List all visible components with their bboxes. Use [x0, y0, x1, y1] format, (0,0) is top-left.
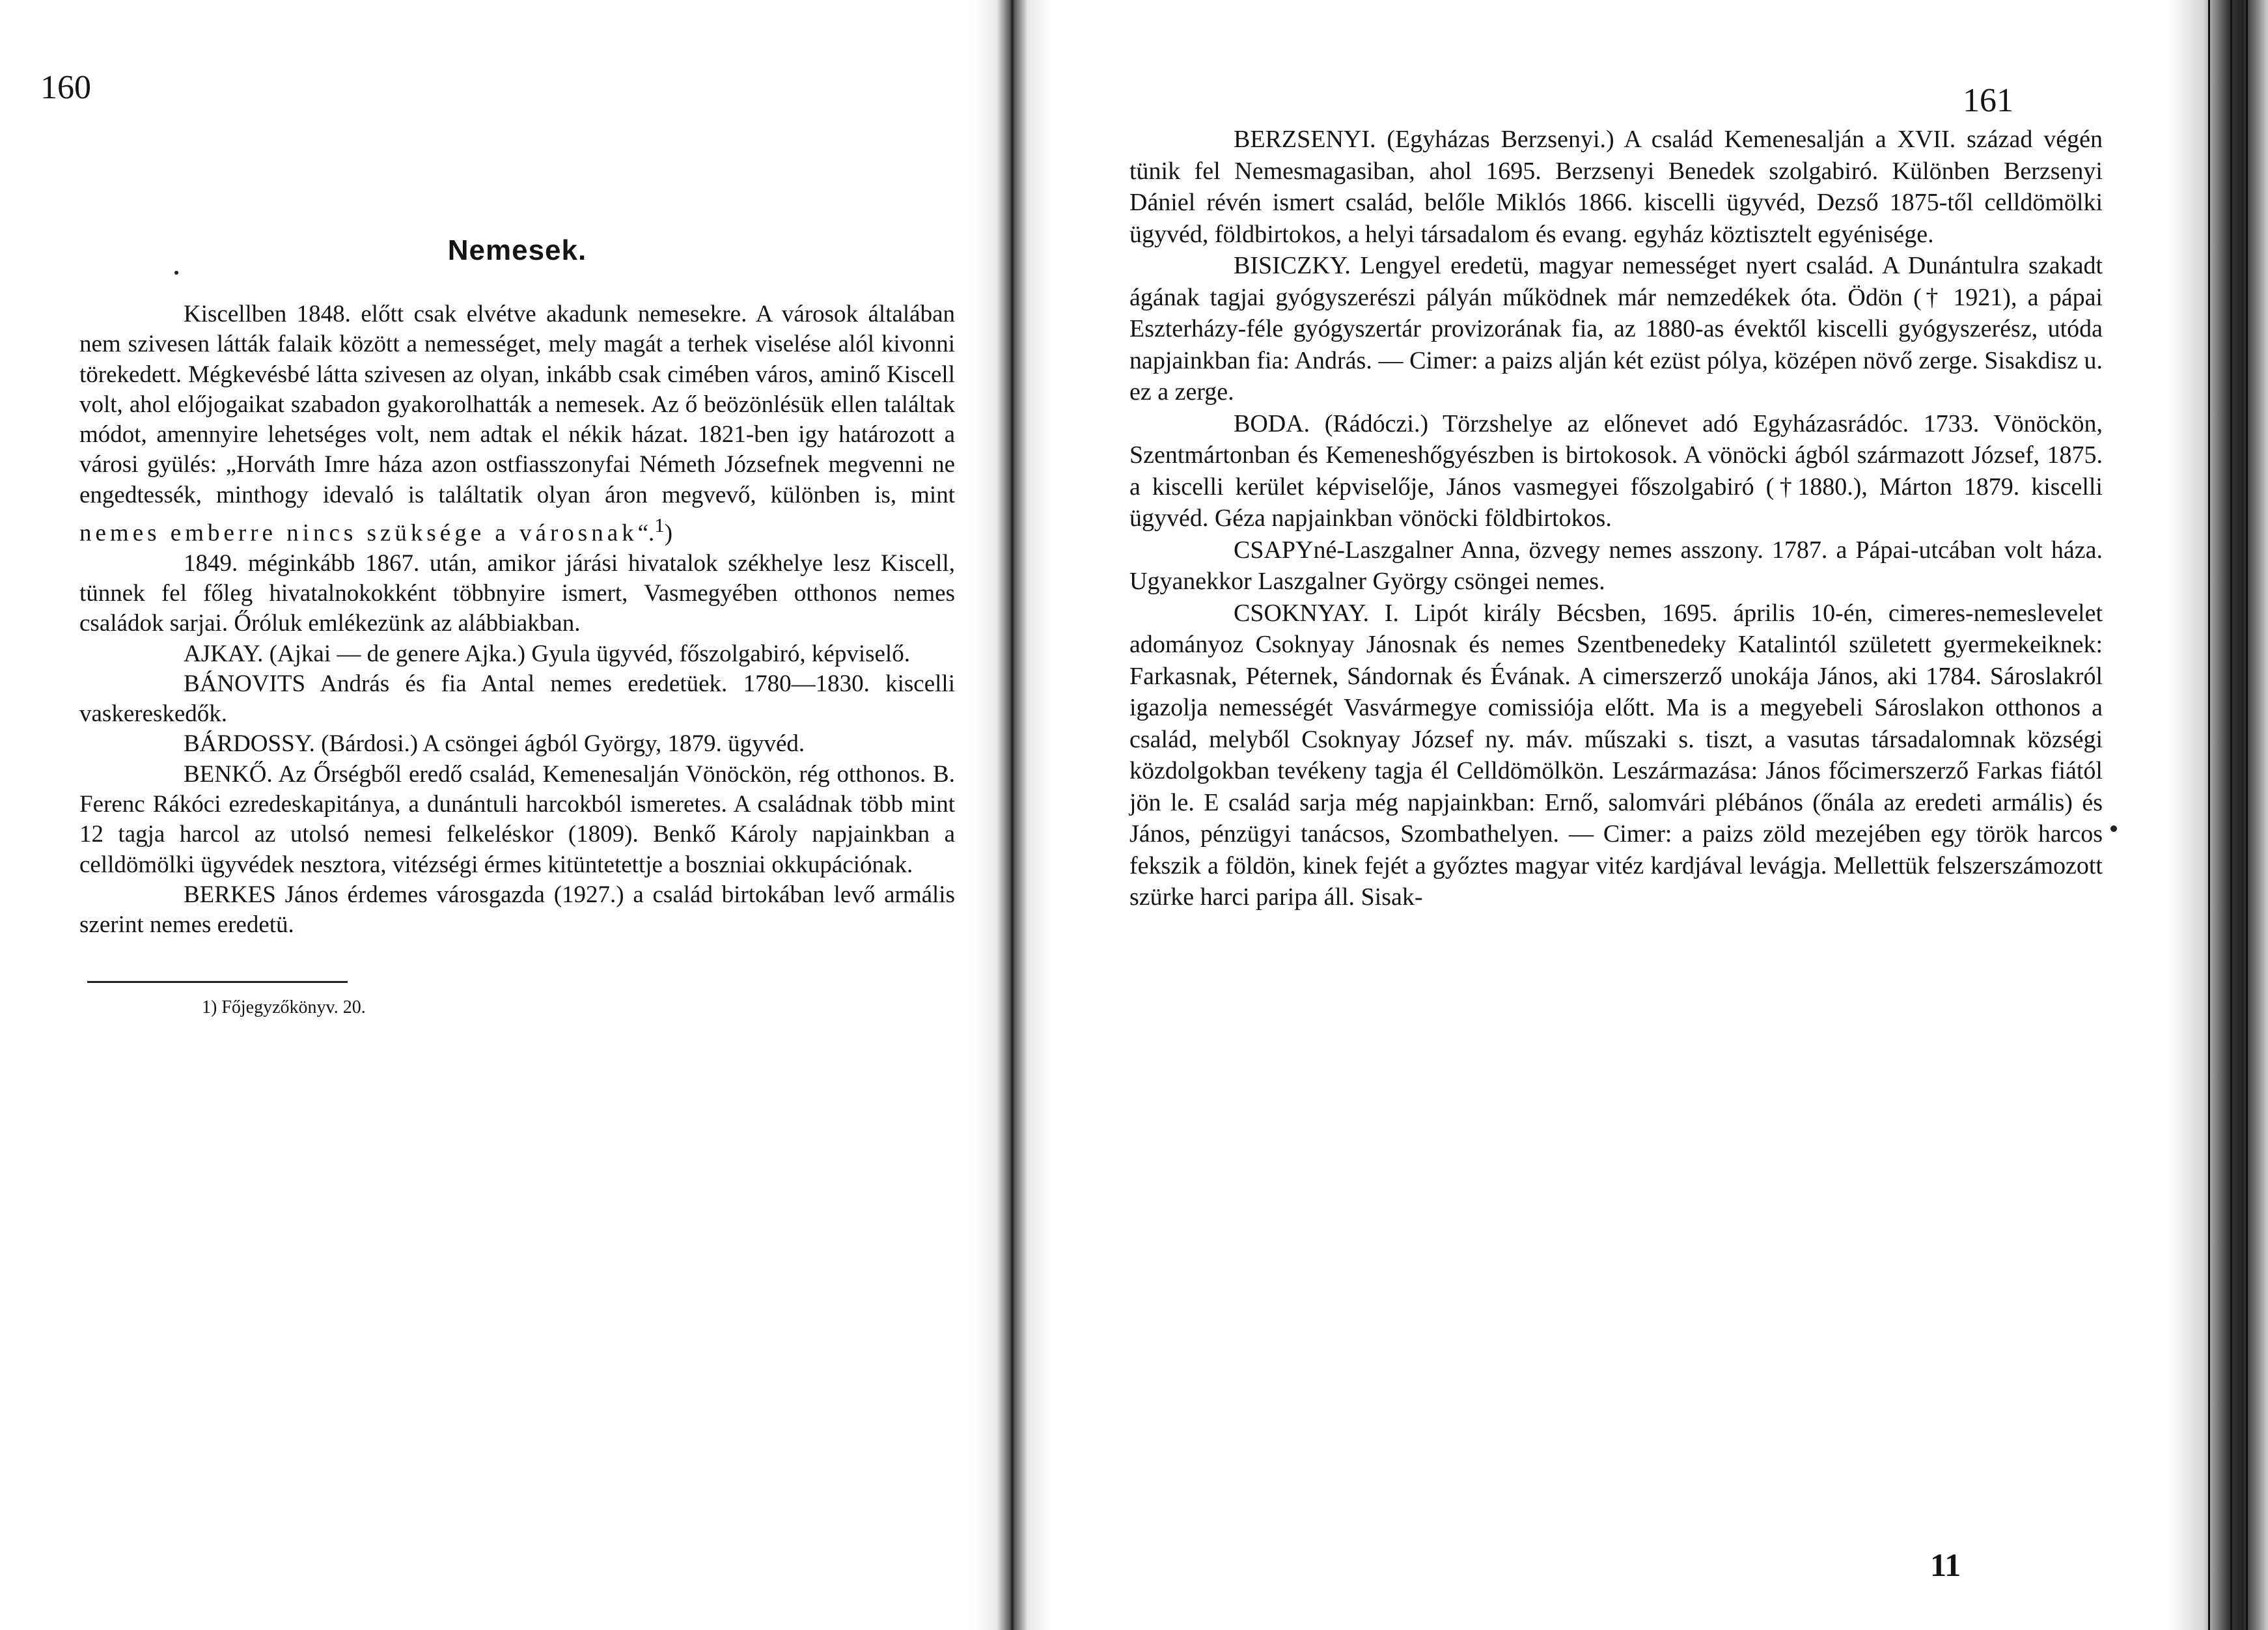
intro-text: Kiscellben 1848. előtt csak elvétve akadunk nemesekre. A városok általában nem szivesen látták falaik között a nemességet, mely magát a terhek viselése alól kivonni törekedett. Mégkevésbé látta szivesen az olyan, inkább csak cimében város, aminő Kiscell volt, ahol előjogaikat szabadon gyakorolhatták a nemesek. Az ő beözönlésük ellen találtak módot, amennyire lehetséges volt, nem adtak el nékik házat. 1821-ben igy határozott a városi gyülés: „Horváth Imre háza azon ostfiasszonyfai Németh Józsefnek megvenni ne engedtessék, minthogy idevaló is találtatik olyan áron megvevő, különben is, mint — [79, 301, 955, 508]
ink-speck — [174, 271, 178, 275]
entry-ajkay: AJKAY. (Ajkai — de genere Ajka.) Gyula ügyvéd, főszolgabiró, képviselő. — [184, 640, 910, 667]
entry-berkes: BERKES János érdemes városgazda (1927.) a család birtokában levő armális szerint nemes eredetü. — [79, 881, 955, 939]
footnote-divider — [87, 981, 348, 983]
footnote: 1) Főjegyzőkönyv. 20. — [202, 997, 366, 1017]
entry-bardossy: BÁRDOSSY. (Bárdosi.) A csöngei ágból György, 1879. ügyvéd. — [184, 730, 805, 758]
entry-banovits: BÁNOVITS András és fia Antal nemes eredetüek. 1780—1830. kiscelli vaskereskedők. — [79, 670, 955, 728]
intro-spaced-quote: nemes emberre nincs szüksége a városnak — [79, 519, 638, 547]
footnote-marker-paren: ) — [664, 519, 673, 547]
entry-csoknyay: CSOKNYAY. I. Lipót király Bécsben, 1695. április 10-én, cimeres-nemeslevelet adományoz Csoknyay Jánosnak és nemes Szentbenedeky Katalintól született gyermekeiknek: Farkasnak, Péternek, Sándornak és Évának. A cimerszerző unokája János, aki 1784. Sároslakról igazolja nemességét Vasvármegye comissiója előtt. Ma is a megyebeli Sároslakon otthonos a család, melyből Csoknyay József ny. máv. műszaki s. tiszt, a vasutas társadalomnak községi közdolgokban tevékeny tagja él Celldömölkön. Leszármazása: János főcimerszerző Farkas fiától jön le. E család sarja még napjainkban: Ernő, salomvári plébános (őnála az eredeti armális) és János, pénzügyi tanácsos, Szombathelyen. — Cimer: a paizs zöld mezejében egy török harcos fekszik a földön, kinek fejét a győztes magyar vitéz kardjával levágja. Mellettük felszerszámozott szürke harci paripa áll. Sisak- — [1129, 599, 2103, 911]
entry-berzsenyi: BERZSENYI. (Egyházas Berzsenyi.) A család Kemenesalján a XVII. század végén tünik fel Nemesmagasiban, ahol 1695. Berzsenyi Benedek szolgabiró. Különben Berzsenyi Dániel révén ismert család, belőle Miklós 1866. kiscelli ügyvéd, Dezső 1875-től celldömölki ügyvéd, földbirtokos, a helyi társadalom és evang. egyház köztisztelt egyénisége. — [1129, 126, 2103, 248]
intro-quote-close: “. — [637, 519, 655, 547]
section-heading: Nemesek. — [447, 234, 587, 266]
signature-mark: 11 — [1930, 1547, 1961, 1583]
book-gutter — [973, 0, 1051, 1630]
entry-boda: BODA. (Rádóczi.) Törzshelye az előnevet adó Egyházasrádóc. 1733. Vönöckön, Szentmártonban és Kemeneshőgyészben is birtokosok. A vönöcki ágból származott József, 1875. a kiscelli kerület képviselője, János vasmegyei főszolgabiró (†1880.), Márton 1879. kiscelli ügyvéd. Géza napjainkban vönöcki földbirtokos. — [1129, 409, 2103, 532]
page-edge-shadow — [2168, 0, 2268, 1630]
left-page — [79, 234, 955, 1575]
right-page — [1129, 124, 2103, 1504]
entry-bisiczky: BISICZKY. Lengyel eredetü, magyar nemességet nyert család. A Dunántulra szakadt ágának tagjai gyógyszerészi pályán működnek már nemzedékek óta. Ödön († 1921), a pápai Eszterházy-féle gyógyszertár provizorának fia, az 1880-as évektől kiscelli gyógyszerész, utóda napjainkban fia: András. — Cimer: a paizs alján két ezüst pólya, középen növő zerge. Sisakdisz u. ez a zerge. — [1129, 252, 2103, 406]
left-paragraph: 1849. méginkább 1867. után, amikor járási hivatalok székhelye lesz Kiscell, tünnek fel főleg hivatalnokokként többnyire ismert, Vasmegyében otthonos nemes családok sarjai. Őróluk emlékezünk az alábbiakban. — [79, 549, 955, 637]
entry-csapy: CSAPYné-Laszgalner Anna, özvegy nemes asszony. 1787. a Pápai-utcában volt háza. Ugyanekkor Laszgalner György csöngei nemes. — [1129, 536, 2103, 595]
ink-speck — [2110, 825, 2117, 832]
footnote-marker: 1 — [654, 514, 665, 537]
left-page-number: 160 — [40, 69, 91, 106]
right-page-number: 161 — [1963, 82, 2013, 119]
intro-paragraph — [79, 299, 955, 549]
entry-benko: BENKŐ. Az Őrségből eredő család, Kemenesalján Vönöckön, rég otthonos. B. Ferenc Rákóci ezredeskapitánya, a dunántuli harcokból ismeretes. A családnak több mint 12 tagja harcol az utolsó nemesi felkeléskor (1809). Benkő Károly napjainkban a celldömölki ügyvédek nesztora, vitézségi érmes kitüntetettje a boszniai okkupációnak. — [79, 760, 955, 878]
